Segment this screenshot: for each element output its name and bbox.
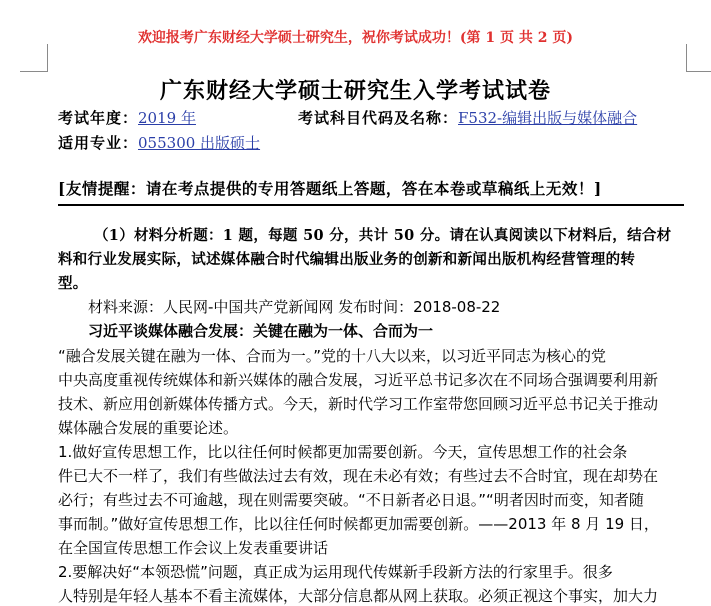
exam-year-label: 考试年度： <box>58 109 139 127</box>
answer-notice: [友情提醒：请在考点提供的专用答题纸上答题，答在本卷或草稿纸上无效！] <box>58 179 602 198</box>
body-line: 必行；有些过去不可逾越，现在则需要突破。“不日新者必日退。”“明者因时而变，知者随 <box>58 491 644 509</box>
body-line: 事而制。”做好宣传思想工作，比以往任何时候都更加需要创新。——2013 年 8 月 19 日， <box>58 515 659 533</box>
question-line: 料和行业发展实际，试述媒体融合时代编辑出版业务的创新和新闻出版机构经营管理的转 <box>58 251 636 268</box>
question-line: （1）材料分析题：1 题，每题 50 分，共计 50 分。请在认真阅读以下材料后，结合材 <box>94 227 672 244</box>
major-label: 适用专业： <box>58 134 139 152</box>
header-note: 欢迎报考广东财经大学硕士研究生，祝你考试成功！(第 1 页 共 2 页) <box>137 30 574 46</box>
body-line: 2.要解决好“本领恐慌”问题，真正成为运用现代传媒新手段新方法的行家里手。很多 <box>58 563 613 581</box>
body-line: 件已大不一样了，我们有些做法过去有效，现在未必有效；有些过去不合时宜，现在却势在 <box>58 467 659 485</box>
question-line: 型。 <box>58 275 88 292</box>
exam-year-row <box>58 107 196 128</box>
notice-divider <box>58 204 684 206</box>
article-title: 习近平谈媒体融合发展：关键在融为一体、合而为一 <box>88 322 434 340</box>
body-line: 人特别是年轻人基本不看主流媒体，大部分信息都从网上获取。必须正视这个事实，加大力 <box>58 587 659 605</box>
crop-mark-left-v <box>47 44 48 72</box>
crop-mark-right-v <box>686 44 687 72</box>
body-line: 技术、新应用创新媒体传播方式。今天，新时代学习工作室带您回顾习近平总书记关于推动 <box>58 395 659 413</box>
major-row <box>58 132 260 153</box>
subject-row <box>298 107 637 128</box>
crop-mark-left-h <box>20 71 48 72</box>
exam-title: 广东财经大学硕士研究生入学考试试卷 <box>159 78 551 104</box>
body-line: “融合发展关键在融为一体、合而为一。”党的十八大以来，以习近平同志为核心的党 <box>58 347 607 365</box>
source-line: 材料来源：人民网-中国共产党新闻网 发布时间：2018-08-22 <box>88 298 501 316</box>
exam-year-value: 2019 年 <box>138 109 196 127</box>
body-line: 媒体融合发展的重要论述。 <box>58 419 239 437</box>
subject-label: 考试科目代码及名称： <box>298 109 459 127</box>
body-line: 中央高度重视传统媒体和新兴媒体的融合发展，习近平总书记多次在不同场合强调要利用新 <box>58 371 659 389</box>
major-value: 055300 出版硕士 <box>138 134 261 152</box>
body-line: 在全国宣传思想工作会议上发表重要讲话 <box>58 539 329 557</box>
subject-value: F532-编辑出版与媒体融合 <box>458 109 638 127</box>
body-line: 1.做好宣传思想工作，比以往任何时候都更加需要创新。今天，宣传思想工作的社会条 <box>58 443 628 461</box>
crop-mark-right-h <box>686 71 711 72</box>
